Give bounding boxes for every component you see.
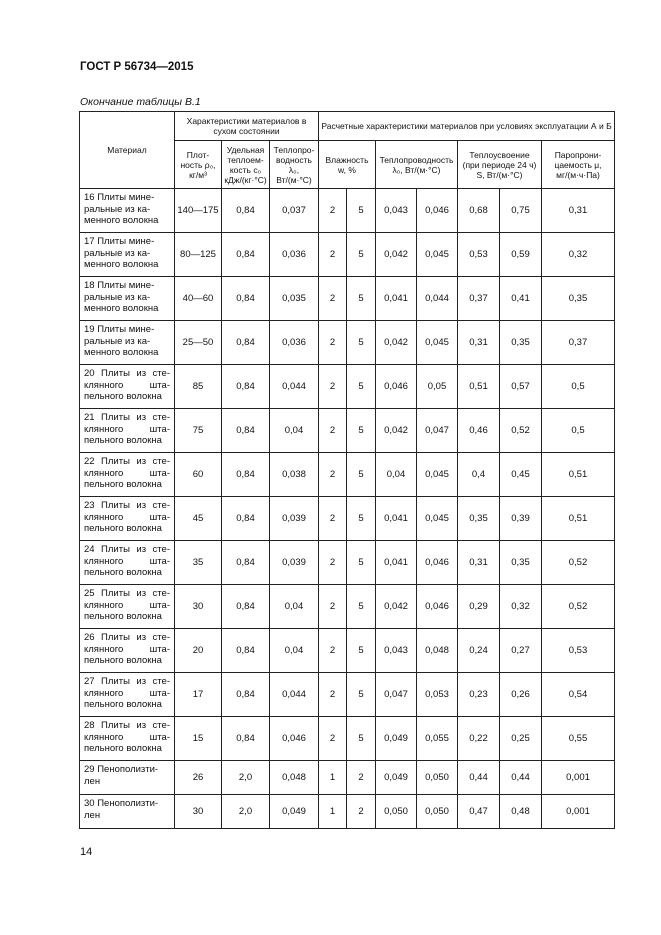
cell-la: 0,050: [376, 795, 417, 829]
cell-c0: 0,84: [222, 673, 270, 717]
cell-l0: 0,046: [270, 717, 319, 761]
cell-wa: 2: [319, 497, 347, 541]
material-cell: [80, 673, 175, 717]
cell-wa: 2: [319, 321, 347, 365]
table-row: [80, 497, 615, 541]
cell-lb: 0,053: [417, 673, 458, 717]
cell-sa: 0,35: [458, 497, 500, 541]
cell-mu: 0,001: [542, 761, 615, 795]
header-specific-heat: Удельная теплоем-кость c₀ кДж/(кг·°С): [222, 141, 270, 189]
material-cell: [80, 585, 175, 629]
cell-c0: 2,0: [222, 761, 270, 795]
cell-sa: 0,24: [458, 629, 500, 673]
cell-l0: 0,048: [270, 761, 319, 795]
cell-c0: 0,84: [222, 409, 270, 453]
cell-wa: 2: [319, 233, 347, 277]
cell-sa: 0,44: [458, 761, 500, 795]
cell-c0: 0,84: [222, 717, 270, 761]
cell-sb: 0,32: [500, 585, 542, 629]
cell-sb: 0,35: [500, 541, 542, 585]
cell-c0: 0,84: [222, 233, 270, 277]
material-cell: [80, 409, 175, 453]
cell-density: 30: [175, 585, 222, 629]
material-label: 21 Плиты из сте-клянного шта-пельного волокна: [84, 412, 170, 446]
cell-la: 0,04: [376, 453, 417, 497]
cell-l0: 0,044: [270, 673, 319, 717]
cell-lb: 0,045: [417, 321, 458, 365]
cell-c0: 0,84: [222, 541, 270, 585]
cell-wa: 2: [319, 717, 347, 761]
material-cell: [80, 795, 175, 829]
cell-sa: 0,31: [458, 321, 500, 365]
table-row: [80, 629, 615, 673]
cell-wb: 5: [347, 453, 376, 497]
cell-l0: 0,04: [270, 629, 319, 673]
cell-wa: 2: [319, 673, 347, 717]
cell-sa: 0,51: [458, 365, 500, 409]
table-row: [80, 233, 615, 277]
material-label: 19 Плиты мине-ральные из ка-менного волокна: [84, 324, 159, 358]
cell-c0: 0,84: [222, 321, 270, 365]
cell-wa: 2: [319, 585, 347, 629]
cell-mu: 0,51: [542, 453, 615, 497]
material-label: 30 Пенополизти-лен: [84, 798, 159, 821]
cell-mu: 0,35: [542, 277, 615, 321]
cell-la: 0,042: [376, 585, 417, 629]
cell-density: 26: [175, 761, 222, 795]
materials-table: [79, 111, 615, 829]
table-caption: Окончание таблицы В.1: [80, 96, 201, 108]
cell-wb: 5: [347, 277, 376, 321]
material-cell: [80, 717, 175, 761]
cell-density: 40—60: [175, 277, 222, 321]
cell-wb: 5: [347, 409, 376, 453]
table-row: [80, 761, 615, 795]
cell-density: 17: [175, 673, 222, 717]
table-row: [80, 795, 615, 829]
cell-sb: 0,59: [500, 233, 542, 277]
cell-density: 85: [175, 365, 222, 409]
cell-sb: 0,48: [500, 795, 542, 829]
cell-wa: 1: [319, 795, 347, 829]
document-header: ГОСТ Р 56734—2015: [80, 61, 194, 73]
material-label: 20 Плиты из сте-клянного шта-пельного волокна: [84, 368, 170, 402]
table-row: [80, 673, 615, 717]
table-row: [80, 321, 615, 365]
cell-sa: 0,68: [458, 189, 500, 233]
table-row: [80, 585, 615, 629]
cell-la: 0,046: [376, 365, 417, 409]
table-row: [80, 717, 615, 761]
header-density: Плот-ность ρ₀, кг/м³: [175, 141, 222, 189]
table-row: [80, 277, 615, 321]
cell-density: 45: [175, 497, 222, 541]
cell-density: 140—175: [175, 189, 222, 233]
cell-sa: 0,29: [458, 585, 500, 629]
cell-lb: 0,045: [417, 233, 458, 277]
cell-la: 0,041: [376, 497, 417, 541]
material-cell: [80, 497, 175, 541]
cell-l0: 0,04: [270, 585, 319, 629]
cell-c0: 0,84: [222, 629, 270, 673]
cell-c0: 0,84: [222, 585, 270, 629]
cell-c0: 0,84: [222, 453, 270, 497]
material-cell: [80, 277, 175, 321]
cell-sa: 0,4: [458, 453, 500, 497]
cell-c0: 0,84: [222, 365, 270, 409]
cell-la: 0,043: [376, 189, 417, 233]
header-dry-conductivity: Теплопро-водность λ₀, Вт/(м·°С): [270, 141, 319, 189]
cell-wa: 2: [319, 629, 347, 673]
material-cell: [80, 629, 175, 673]
cell-density: 30: [175, 795, 222, 829]
cell-wb: 2: [347, 795, 376, 829]
header-dry-group: Характеристики материалов в сухом состоянии: [175, 112, 319, 141]
cell-mu: 0,5: [542, 365, 615, 409]
cell-sa: 0,22: [458, 717, 500, 761]
cell-sa: 0,47: [458, 795, 500, 829]
cell-la: 0,047: [376, 673, 417, 717]
header-humidity: Влажность w, %: [319, 141, 376, 189]
cell-sa: 0,37: [458, 277, 500, 321]
cell-l0: 0,044: [270, 365, 319, 409]
table-row: [80, 409, 615, 453]
cell-l0: 0,037: [270, 189, 319, 233]
page-number: 14: [80, 846, 93, 858]
cell-c0: 2,0: [222, 795, 270, 829]
cell-wb: 5: [347, 365, 376, 409]
cell-lb: 0,044: [417, 277, 458, 321]
cell-mu: 0,53: [542, 629, 615, 673]
header-design-group: Расчетные характеристики материалов при условиях эксплуатации А и Б: [319, 112, 615, 141]
cell-wb: 5: [347, 585, 376, 629]
cell-density: 75: [175, 409, 222, 453]
cell-la: 0,043: [376, 629, 417, 673]
cell-sb: 0,75: [500, 189, 542, 233]
table-row: [80, 189, 615, 233]
cell-mu: 0,51: [542, 497, 615, 541]
material-label: 18 Плиты мине-ральные из ка-менного волокна: [84, 280, 159, 314]
cell-lb: 0,05: [417, 365, 458, 409]
cell-wa: 2: [319, 409, 347, 453]
material-label: 24 Плиты из сте-клянного шта-пельного волокна: [84, 544, 170, 578]
cell-mu: 0,55: [542, 717, 615, 761]
cell-sb: 0,27: [500, 629, 542, 673]
cell-mu: 0,5: [542, 409, 615, 453]
material-label: 27 Плиты из сте-клянного шта-пельного волокна: [84, 676, 170, 710]
cell-density: 25—50: [175, 321, 222, 365]
table-row: [80, 453, 615, 497]
cell-wa: 2: [319, 541, 347, 585]
cell-l0: 0,036: [270, 233, 319, 277]
cell-sa: 0,46: [458, 409, 500, 453]
material-cell: [80, 541, 175, 585]
cell-mu: 0,32: [542, 233, 615, 277]
material-cell: [80, 233, 175, 277]
cell-mu: 0,52: [542, 585, 615, 629]
cell-wa: 1: [319, 761, 347, 795]
cell-density: 80—125: [175, 233, 222, 277]
cell-lb: 0,050: [417, 761, 458, 795]
cell-sb: 0,35: [500, 321, 542, 365]
cell-sb: 0,44: [500, 761, 542, 795]
cell-l0: 0,049: [270, 795, 319, 829]
cell-lb: 0,045: [417, 497, 458, 541]
material-label: 29 Пенополизти-лен: [84, 764, 159, 787]
cell-lb: 0,046: [417, 541, 458, 585]
cell-wb: 5: [347, 541, 376, 585]
material-label: 25 Плиты из сте-клянного шта-пельного волокна: [84, 588, 170, 622]
material-cell: [80, 321, 175, 365]
table-row: [80, 365, 615, 409]
cell-la: 0,042: [376, 233, 417, 277]
cell-wb: 5: [347, 629, 376, 673]
material-cell: [80, 189, 175, 233]
header-conductivity: Теплопроводность λ₀, Вт/(м·°С): [376, 141, 458, 189]
cell-lb: 0,046: [417, 585, 458, 629]
cell-mu: 0,31: [542, 189, 615, 233]
cell-wb: 5: [347, 321, 376, 365]
cell-l0: 0,035: [270, 277, 319, 321]
material-label: 28 Плиты из сте-клянного шта-пельного волокна: [84, 720, 170, 754]
cell-wb: 2: [347, 761, 376, 795]
cell-l0: 0,04: [270, 409, 319, 453]
cell-wb: 5: [347, 233, 376, 277]
cell-wa: 2: [319, 189, 347, 233]
material-label: 16 Плиты мине-ральные из ка-менного волокна: [84, 192, 159, 226]
cell-lb: 0,050: [417, 795, 458, 829]
cell-sa: 0,23: [458, 673, 500, 717]
header-vapor-permeability: Паропрони-цаемость μ, мг/(м·ч·Па): [542, 141, 615, 189]
cell-l0: 0,038: [270, 453, 319, 497]
cell-sa: 0,31: [458, 541, 500, 585]
cell-lb: 0,048: [417, 629, 458, 673]
cell-wb: 5: [347, 497, 376, 541]
cell-la: 0,049: [376, 761, 417, 795]
cell-sb: 0,57: [500, 365, 542, 409]
cell-density: 35: [175, 541, 222, 585]
cell-la: 0,042: [376, 321, 417, 365]
cell-sb: 0,25: [500, 717, 542, 761]
cell-lb: 0,046: [417, 189, 458, 233]
cell-l0: 0,039: [270, 541, 319, 585]
cell-wb: 5: [347, 189, 376, 233]
material-cell: [80, 365, 175, 409]
material-label: 17 Плиты мине-ральные из ка-менного волокна: [84, 236, 159, 270]
cell-sb: 0,41: [500, 277, 542, 321]
cell-mu: 0,37: [542, 321, 615, 365]
cell-l0: 0,039: [270, 497, 319, 541]
cell-lb: 0,047: [417, 409, 458, 453]
cell-wa: 2: [319, 277, 347, 321]
material-label: 26 Плиты из сте-клянного шта-пельного волокна: [84, 632, 170, 666]
material-label: 22 Плиты из сте-клянного шта-пельного волокна: [84, 456, 170, 490]
cell-lb: 0,055: [417, 717, 458, 761]
cell-mu: 0,52: [542, 541, 615, 585]
cell-sb: 0,26: [500, 673, 542, 717]
cell-density: 15: [175, 717, 222, 761]
header-heat-absorption: Теплоусвоение (при периоде 24 ч) S, Вт/(м·°С): [458, 141, 542, 189]
cell-c0: 0,84: [222, 277, 270, 321]
cell-wb: 5: [347, 673, 376, 717]
cell-la: 0,049: [376, 717, 417, 761]
material-cell: [80, 453, 175, 497]
cell-la: 0,041: [376, 277, 417, 321]
material-cell: [80, 761, 175, 795]
cell-mu: 0,001: [542, 795, 615, 829]
cell-wb: 5: [347, 717, 376, 761]
cell-density: 60: [175, 453, 222, 497]
cell-sb: 0,52: [500, 409, 542, 453]
cell-sb: 0,45: [500, 453, 542, 497]
cell-sa: 0,53: [458, 233, 500, 277]
cell-wa: 2: [319, 453, 347, 497]
material-label: 23 Плиты из сте-клянного шта-пельного волокна: [84, 500, 170, 534]
header-material: Материал: [80, 112, 175, 189]
cell-l0: 0,036: [270, 321, 319, 365]
cell-la: 0,041: [376, 541, 417, 585]
cell-c0: 0,84: [222, 497, 270, 541]
cell-c0: 0,84: [222, 189, 270, 233]
cell-density: 20: [175, 629, 222, 673]
cell-mu: 0,54: [542, 673, 615, 717]
table-row: [80, 541, 615, 585]
cell-la: 0,042: [376, 409, 417, 453]
cell-wa: 2: [319, 365, 347, 409]
cell-sb: 0,39: [500, 497, 542, 541]
cell-lb: 0,045: [417, 453, 458, 497]
